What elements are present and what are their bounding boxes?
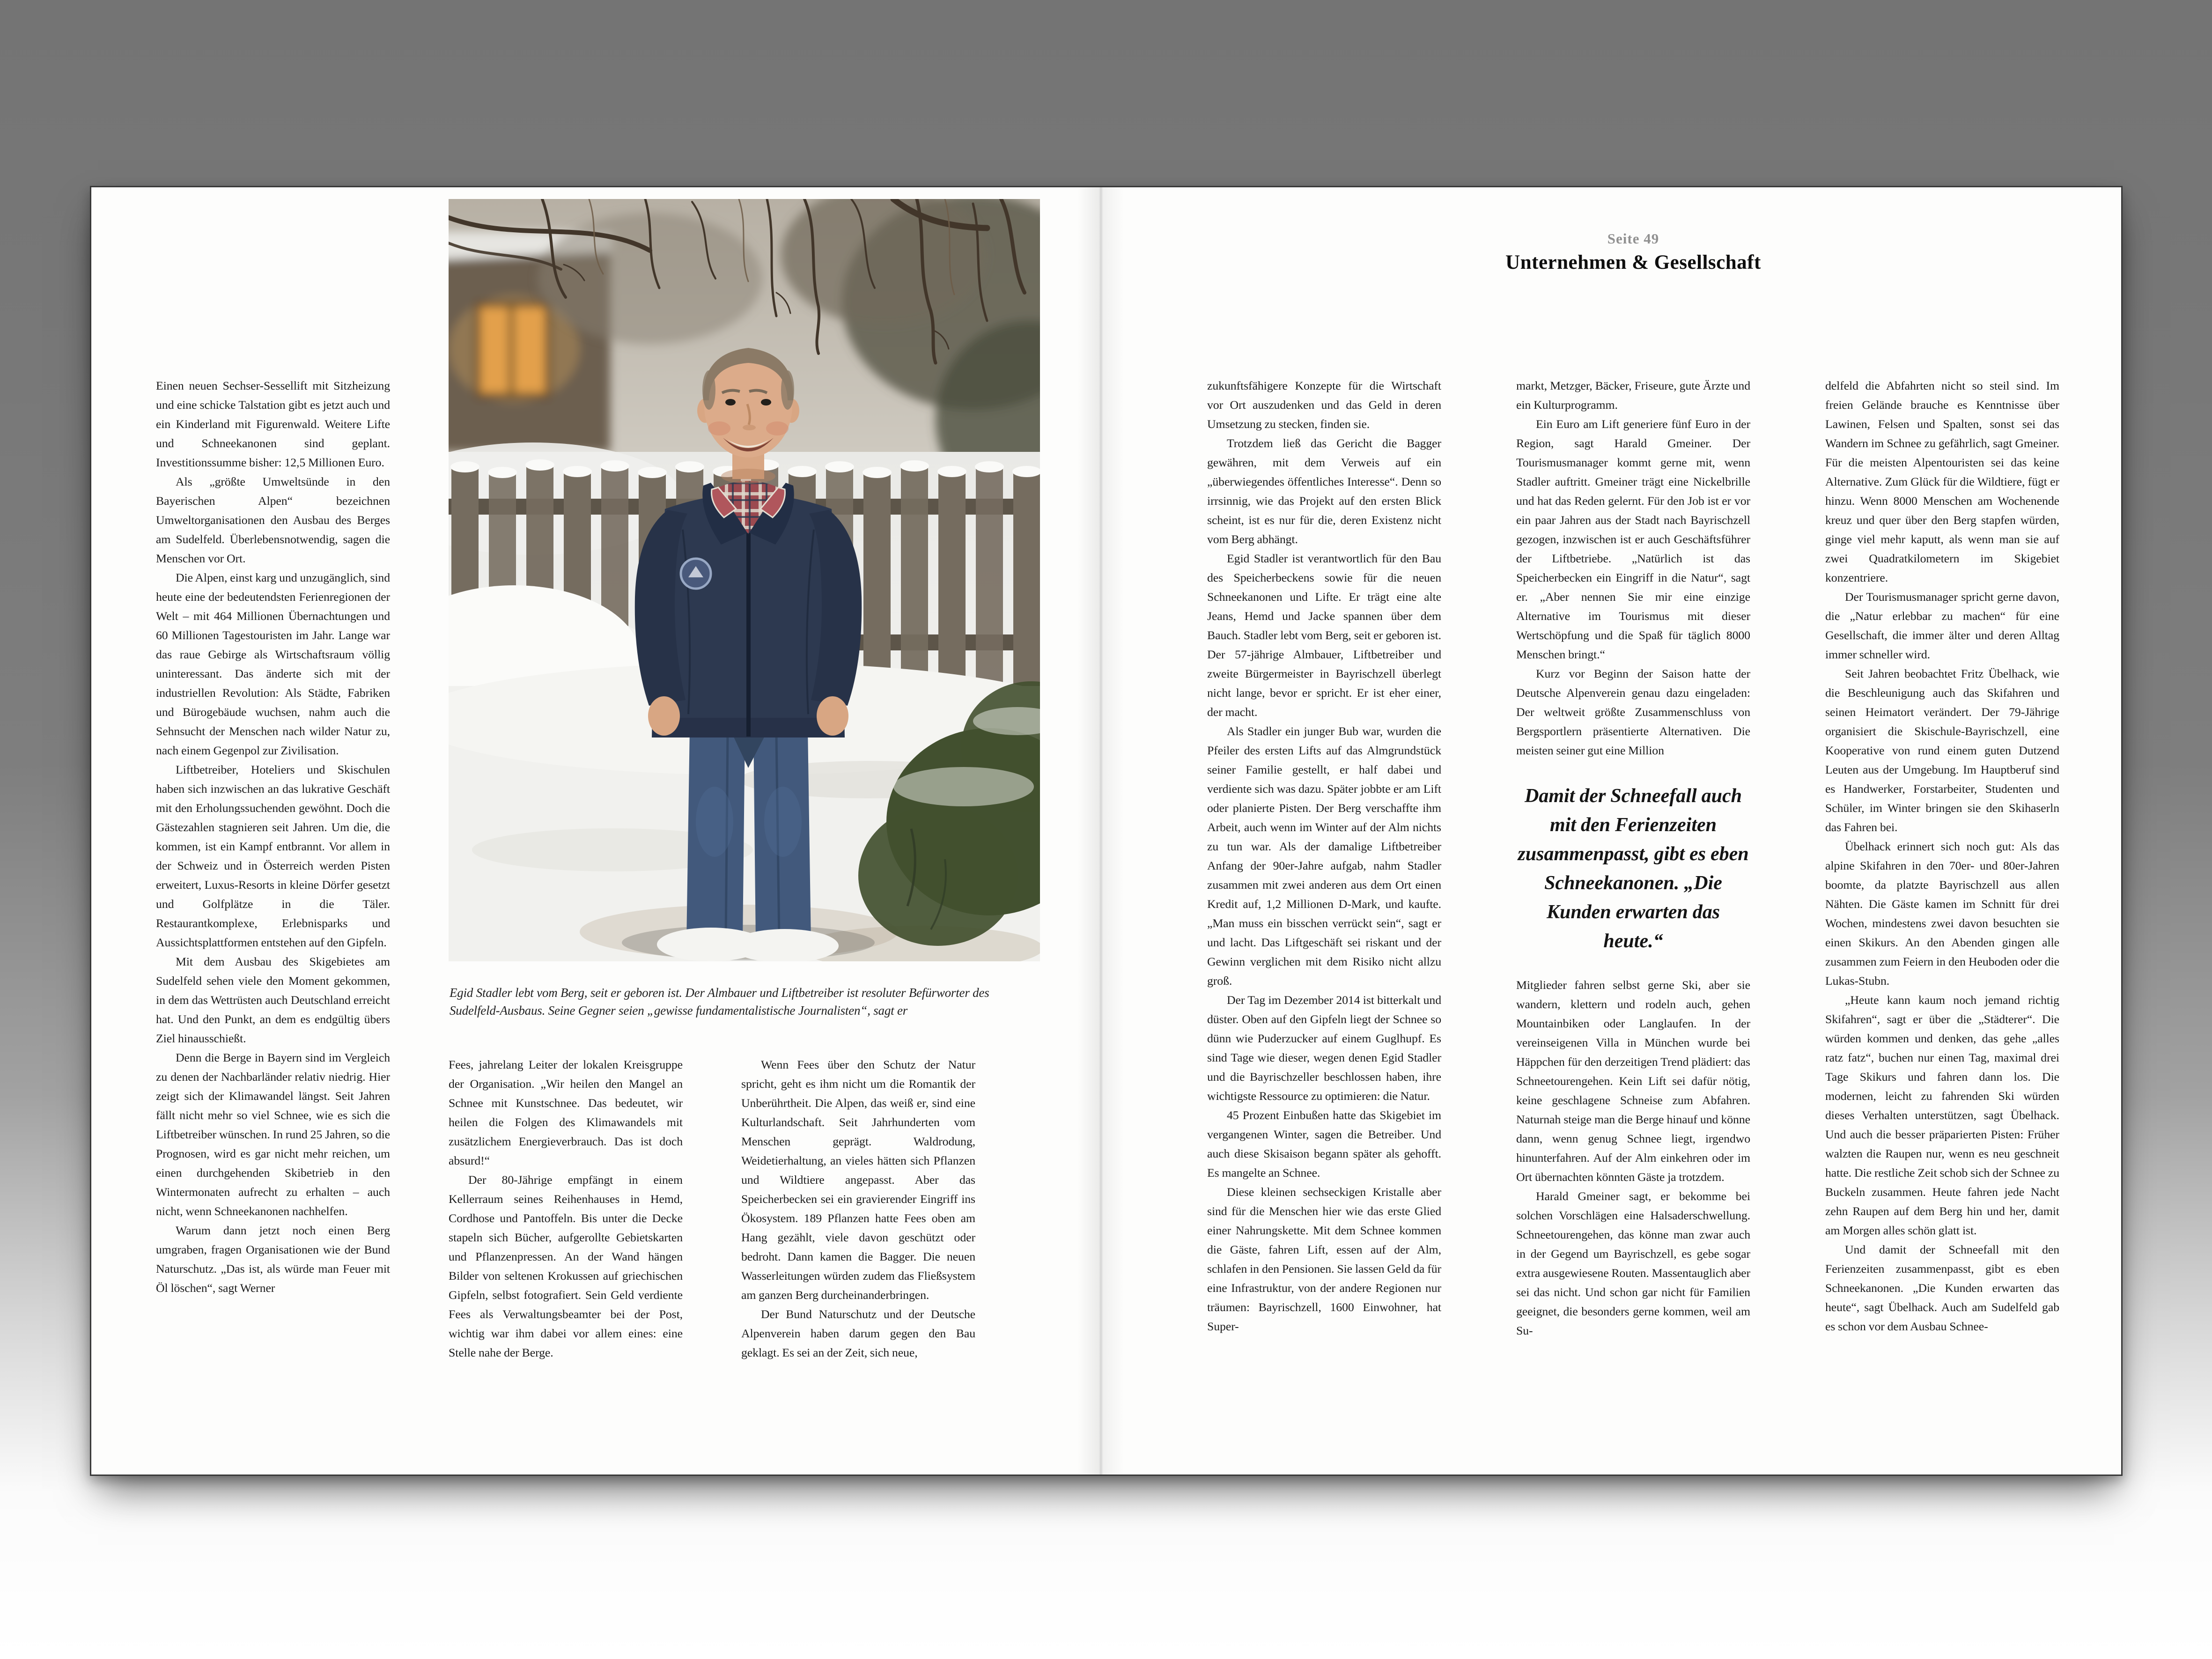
paragraph: „Heute kann kaum noch jemand richtig Skifahren“, sagt er über die „Städterer“. Die würden kommen und denken, das gehe „alles ratz fatz“, buchen nur einen Tag, maximal drei Tage Skikurs und fahren dann los. Die modernen, leicht zu fahrenden Ski würden dieses Verhalten unterstützen, sagt Übelhack. Und auch die besser präparierten Pisten: Früher walzten die Raupen nur, wenn es neu geschneit hatte. Die restliche Zeit schob sich der Schnee zu Buckeln zusammen. Heute fahren jede Nacht zehn Raupen auf dem Berg hin und her, damit am Morgen alles schön glatt ist. — [1825, 993, 2059, 1237]
paragraph: Der Tag im Dezember 2014 ist bitterkalt und düster. Oben auf den Gipfeln liegt der Schnee so dünn wie Puderzucker auf einem Guglhupf. Es sind Tage wie dieser, wegen denen Egid Stadler und die Bayrischzeller beschlossen haben, ihre wichtigste Ressource zu optimieren: die Natur. — [1207, 993, 1441, 1103]
paragraph: Diese kleinen sechseckigen Kristalle aber sind für die Menschen hier wie das erste Glied einer Nahrungskette. Mit dem Schnee kommen die Gäste, fahren Lift, essen auf der Alm, schlafen in den Pensionen. Sie lassen Geld da für eine Infrastruktur, von der andere Regionen nur träumen: Bayrischzell, 1600 Einwohner, hat Super- — [1207, 1185, 1441, 1333]
paragraph: Liftbetreiber, Hoteliers und Skischulen haben sich inzwischen an das lukrative Geschäft mit den Erholungssuchenden gewöhnt. Doch die Gästezahlen stagnieren seit Jahren. Um die, die kommen, ist ein Kampf entbrannt. Vor allem in der Schweiz und in Österreich werden Pisten erweitert, Luxus-Resorts in kleine Dörfer gesetzt und Golfplätze in die Täler. Restaurantkomplexe, Erlebnisparks und Aussichtsplattformen entstehen auf den Gipfeln. — [156, 763, 390, 949]
photo-egid-stadler — [449, 199, 1040, 961]
page-number-kicker: Seite 49 — [1607, 230, 1659, 247]
paragraph: Mitglieder fahren selbst gerne Ski, aber sie wandern, klettern und rodeln auch, gehen Mountainbiken oder Langlaufen. In der vereinseigenen Villa in München wurde bei Häppchen für den derzeitigen Trend plädiert: das Schneetourengehen. Kein Lift sei dafür nötig, keine geschlagene Schneise zum Abfahren. Naturnah steige man die Berge hinauf und könne dann, wenn genug Schnee liegt, irgendwo hinunterfahren. Auf der Alm einkehren oder im Ort übernachten könnten Gäste ja trotzdem. — [1516, 978, 1750, 1184]
paragraph: delfeld die Abfahrten nicht so steil sind. Im freien Gelände brauche es Kenntnisse über Lawinen, Felsen und Spalten, sonst sei das Wandern im Schnee zu gefährlich, sagt Gmeiner. Für die meisten Alpentouristen sei das keine Alternative. Zum Glück für die Wildtiere, fügt er hinzu. Wenn 8000 Menschen am Wochenende kreuz und quer über den Berg stapfen würden, ginge viel mehr kaputt, als wenn man sie auf zwei Quadratkilometern im Skigebiet konzentriere. — [1825, 379, 2059, 584]
right-column-2 — [1516, 376, 1750, 1380]
paragraph: Seit Jahren beobachtet Fritz Übelhack, wie die Beschleunigung auch das Skifahren und seinen Heimatort verändert. Der 79-Jährige organisiert die Skischule-Bayrischzell, eine Kooperative von rund einem guten Dutzend Leuten aus der Umgebung. Im Hauptberuf sind es Handwerker, Forstarbeiter, Studenten und Schüler, im Winter bringen sie den Skihaserln das Fahren bei. — [1825, 667, 2059, 834]
paragraph: Egid Stadler ist verantwortlich für den Bau des Speicherbeckens sowie für die neuen Schneekanonen und Lifte. Er trägt eine alte Jeans, Hemd und Jacke spannen über dem Bauch. Stadler lebt vom Berg, seit er geboren ist. Der 57-jährige Almbauer, Liftbetreiber und zweite Bürgermeister in Bayrischzell überlegt nicht lange, bevor er spricht. Er ist eher einer, der macht. — [1207, 552, 1441, 719]
paragraph: zukunftsfähigere Konzepte für die Wirtschaft vor Ort auszudenken und das Geld in deren Umsetzung zu stecken, finden sie. — [1207, 379, 1441, 431]
center-fold — [1077, 187, 1124, 1475]
paragraph: Kurz vor Beginn der Saison hatte der Deutsche Alpenverein genau dazu eingeladen: Der weltweit größte Zusammenschluss von Bergsportlern präsentierte Alternativen. Die meisten seiner gut eine Million — [1516, 667, 1750, 757]
right-column-1 — [1207, 376, 1441, 1380]
paragraph: Ein Euro am Lift generiere fünf Euro in der Region, sagt Harald Gmeiner. Der Tourismusmanager kommt gerne mit, wenn Stadler auftritt. Gmeiner trägt eine Nickelbrille und hat das Reden gelernt. Für den Job ist er vor ein paar Jahren aus der Stadt nach Bayrischzell gezogen, inzwischen ist er auch Geschäftsführer der Liftbetriebe. „Natürlich ist das Speicherbecken ein Eingriff in die Natur“, sagt er. „Aber nennen Sie mir eine einzige Alternative im Tourismus mit dieser Wertschöpfung und die Spaß für täglich 8000 Menschen bringt.“ — [1516, 417, 1750, 661]
right-column-3 — [1825, 376, 2059, 1380]
photo-caption: Egid Stadler lebt vom Berg, seit er geboren ist. Der Almbauer und Liftbetreiber ist resoluter Befürworter des Sudelfeld-Ausbaus. Seine Gegner seien „gewisse fundamentalistische Journalisten“, sagt er — [450, 986, 989, 1018]
paragraph: Die Alpen, einst karg und unzugänglich, sind heute eine der bedeutendsten Ferienregionen der Welt – mit 464 Millionen Übernachtungen und 60 Millionen Tagestouristen im Jahr. Lange war das raue Gebirge als Wirtschaftsraum völlig uninteressant. Das änderte sich mit der industriellen Revolution: Als Städte, Fabriken und Bürogebäude wuchsen, nahm auch die Sehnsucht der Menschen nach wilder Natur zu, nach einem Gegenpol zur Zivilisation. — [156, 571, 390, 757]
paragraph: Mit dem Ausbau des Skigebietes am Sudelfeld sehen viele den Moment gekommen, in dem das Wettrüsten auch Deutschland erreicht hat. Und den Punkt, an dem es endgültig übers Ziel hinausschießt. — [156, 955, 390, 1045]
paragraph: Der 80-Jährige empfängt in einem Kellerraum seines Reihenhauses in Hemd, Cordhose und Pantoffeln. Bis unter die Decke stapeln sich Bücher, aufgerollte Gebietskarten und Pflanzenpressen. An der Wand hängen Bilder von seltenen Krokussen auf griechischen Gipfeln, selbst fotografiert. Sein Geld verdiente Fees als Verwaltungsbeamter bei der Post, wichtig war ihm dabei vor allem eines: eine Stelle nahe der Berge. — [449, 1173, 683, 1359]
paragraph: markt, Metzger, Bäcker, Friseure, gute Ärzte und ein Kulturprogramm. — [1516, 379, 1750, 412]
paragraph: Harald Gmeiner sagt, er bekomme bei solchen Vorschlägen eine Halsaderschwellung. Schneetourengehen, das könne man zwar auch in der Gegend um Bayrischzell, es gebe sogar extra ausgewiesene Routen. Massentauglich aber sei das nicht. Und schon gar nicht für Familien geeignet, die besonders gerne kommen, weil am Su- — [1516, 1189, 1750, 1337]
left-column-1 — [156, 376, 390, 1380]
paragraph: Der Tourismusmanager spricht gerne davon, die „Natur erlebbar zu machen“ für eine Gesellschaft, die immer älter und deren Alltag immer schneller wird. — [1825, 590, 2059, 661]
paragraph: Der Bund Naturschutz und der Deutsche Alpenverein haben darum gegen den Bau geklagt. Es sei an der Zeit, sich neue, — [741, 1307, 975, 1359]
left-column-2 — [449, 1055, 683, 1379]
paragraph: Und damit der Schneefall mit den Ferienzeiten zusammenpasst, gibt es eben Schneekanonen. „Die Kunden erwarten das heute“, sagt Übelhack. Auch am Sudelfeld gab es schon vor dem Ausbau Schnee- — [1825, 1243, 2059, 1333]
left-column-3 — [741, 1055, 975, 1379]
photo-illustration — [449, 199, 1040, 961]
paragraph: Warum dann jetzt noch einen Berg umgraben, fragen Organisationen wie der Bund Naturschutz. „Das ist, als würde man Feuer mit Öl löschen“, sagt Werner — [156, 1224, 390, 1295]
paragraph: Einen neuen Sechser-Sessellift mit Sitzheizung und eine schicke Talstation gibt es jetzt auch und ein Kinderland mit Figurenwald. Weitere Lifte und Schneekanonen sind geplant. Investitionssumme bisher: 12,5 Millionen Euro. — [156, 379, 390, 469]
paragraph: 45 Prozent Einbußen hatte das Skigebiet im vergangenen Winter, sagen die Betreiber. Und auch diese Skisaison begann später als gehofft. Es mangelte an Schnee. — [1207, 1108, 1441, 1180]
section-title: Unternehmen & Gesellschaft — [1505, 251, 1761, 273]
paragraph: Übelhack erinnert sich noch gut: Als das alpine Skifahren in den 70er- und 80er-Jahren boomte, da platzte Bayrischzell aus allen Nähten. Die Gäste kamen im Schnitt für drei Wochen, mindestens zwei davon besuchten sie einen Skikurs. An den Abenden gingen alle zusammen zum Feiern in den Heuboden oder die Lukas-Stubn. — [1825, 840, 2059, 988]
paragraph: Fees, jahrelang Leiter der lokalen Kreisgruppe der Organisation. „Wir heilen den Mangel an Schnee mit Kunstschnee. Das bedeutet, wir heilen die Folgen des Klimawandels mit zusätzlichem Energieverbrauch. Das ist doch absurd!“ — [449, 1058, 683, 1167]
pull-quote: Damit der Schneefall auch mit den Ferienzeiten zusammenpasst, gibt es eben Schneekanonen. „Die Kunden erwarten das heute.“ — [1518, 785, 1749, 952]
paragraph: Trotzdem ließ das Gericht die Bagger gewähren, mit dem Verweis auf ein „überwiegendes öffentliches Interesse“. Denn so irrsinnig, wie das Projekt auf den ersten Blick scheint, ist es nur für die, deren Existenz nicht vom Berg abhängt. — [1207, 436, 1441, 546]
paragraph: Als Stadler ein junger Bub war, wurden die Pfeiler des ersten Lifts auf das Almgrundstück seiner Familie gestellt, er half dabei und verdiente sich was dazu. Später jobbte er am Lift oder planierte Pisten. Der Berg verschaffte ihm Arbeit, auch wenn im Winter auf der Alm nichts zu tun war. Als der damalige Liftbetreiber Anfang der 90er-Jahre aufgab, nahm Stadler zusammen mit zwei anderen aus dem Ort einen Kredit auf, 1,2 Millionen D-Mark, und kaufte. „Man muss ein bisschen verrückt sein“, sagt er und lacht. Das Liftgeschäft sei riskant und der Gewinn verglichen mit dem Risiko nicht allzu groß. — [1207, 724, 1441, 988]
paragraph: Als „größte Umweltsünde in den Bayerischen Alpen“ bezeichnen Umweltorganisationen den Ausbau des Berges am Sudelfeld. Überlebensnotwendig, sagen die Menschen vor Ort. — [156, 475, 390, 565]
paragraph: Denn die Berge in Bayern sind im Vergleich zu denen der Nachbarländer relativ niedrig. Hier zeigt sich der Klimawandel längst. Seit Jahren fällt nicht mehr so viel Schnee, wie es sich die Liftbetreiber wünschen. In rund 25 Jahren, so die Prognosen, wird es gar nicht mehr reichen, um einen durchgehenden Skibetrieb in den Wintermonaten aufrecht zu erhalten – auch nicht, wenn Schneekanonen nachhelfen. — [156, 1051, 390, 1218]
magazine-spread — [90, 186, 2123, 1476]
paragraph: Wenn Fees über den Schutz der Natur spricht, geht es ihm nicht um die Romantik der Unberührtheit. Die Alpen, das weiß er, sind eine Kulturlandschaft. Seit Jahrhunderten vom Menschen geprägt. Waldrodung, Weidetierhaltung, an vieles hätten sich Pflanzen und Wildtiere angepasst. Aber das Speicherbecken sei ein gravierender Eingriff ins Ökosystem. 189 Pflanzen hatte Fees oben am Hang gezählt, viele davon geschützt oder bedroht. Dann kamen die Bagger. Die neuen Wasserleitungen würden zudem das Fließsystem am ganzen Berg durcheinanderbringen. — [741, 1058, 975, 1302]
